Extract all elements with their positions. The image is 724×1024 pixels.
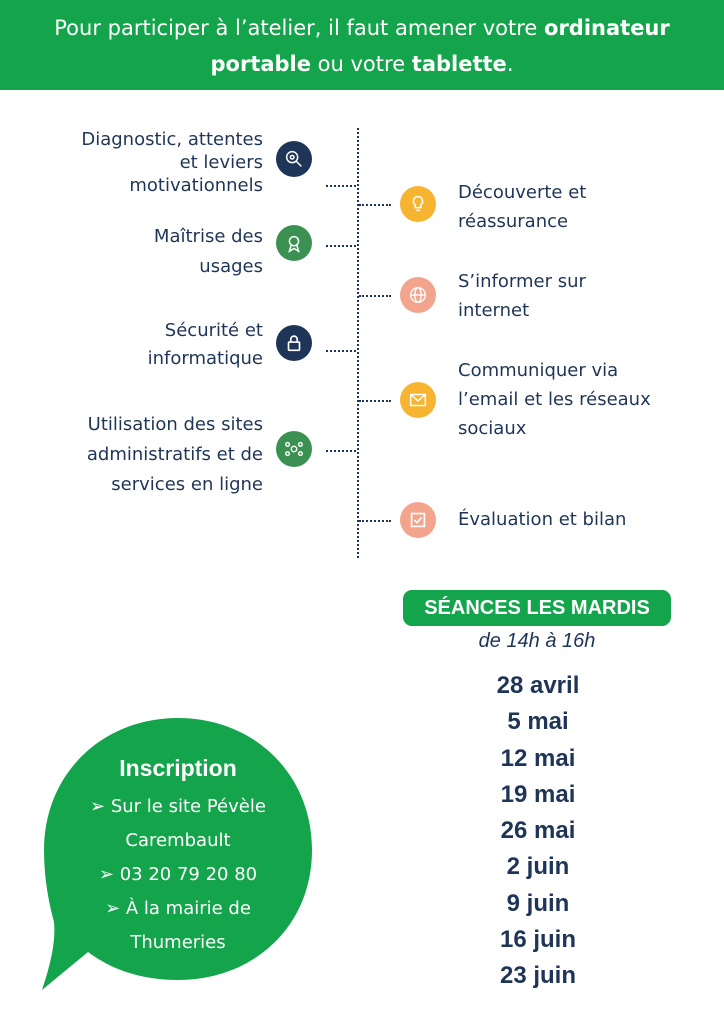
label-line: sociaux (458, 418, 527, 439)
connector (326, 185, 356, 187)
banner-bold-portable: portable (210, 52, 311, 76)
label-line: Utilisation des sites (87, 414, 263, 435)
label-line: informatique (147, 348, 263, 369)
banner-bold-tablette: tablette (411, 52, 507, 76)
label-line: l’email et les réseaux (458, 389, 651, 410)
timeline-left-label-1 (81, 128, 263, 197)
timeline-right-label-1 (458, 178, 586, 236)
inscription-line: ➢ À la mairie de (105, 898, 251, 919)
label-line: et leviers (179, 152, 263, 173)
inscription-content (42, 752, 314, 960)
timeline-right-label-3 (458, 356, 651, 443)
inscription-title: Inscription (119, 755, 237, 781)
label-line: Évaluation et bilan (458, 509, 627, 530)
globe-icon (400, 277, 436, 313)
label-line: Diagnostic, attentes (81, 129, 263, 150)
magnifier-gears-icon (276, 141, 312, 177)
network-people-icon (276, 431, 312, 467)
label-line: motivationnels (129, 175, 263, 196)
envelope-icon (400, 382, 436, 418)
timeline-right-label-4 (458, 505, 626, 534)
banner-bold-ordinateur: ordinateur (544, 16, 670, 40)
connector (359, 295, 391, 297)
label-line: Sécurité et (164, 320, 263, 341)
label-line: Communiquer via (458, 360, 619, 381)
header-banner (0, 0, 724, 90)
timeline-left-label-4 (87, 410, 263, 500)
timeline-left-label-3 (148, 317, 263, 373)
seances-title: SÉANCES LES MARDIS (403, 590, 671, 626)
timeline-axis (357, 128, 359, 558)
date-item: 9 juin (506, 889, 570, 917)
banner-text: ou votre (311, 52, 412, 76)
seances-time: de 14h à 16h (478, 630, 596, 652)
label-line: Maîtrise des (153, 226, 263, 247)
banner-text: Pour participer à l’atelier, il faut amener votre (54, 16, 545, 40)
connector (326, 450, 356, 452)
lightbulb-icon (400, 186, 436, 222)
connector (359, 204, 391, 206)
label-line: internet (458, 300, 530, 321)
timeline-right-label-2 (458, 267, 586, 325)
date-item: 19 mai (500, 780, 576, 808)
connector (359, 400, 391, 402)
padlock-icon (276, 325, 312, 361)
date-item: 2 juin (506, 853, 570, 881)
label-line: administratifs et de (86, 444, 263, 465)
inscription-line: Carembault (125, 830, 231, 851)
banner-text: . (506, 52, 514, 76)
label-line: réassurance (458, 211, 569, 232)
connector (326, 350, 356, 352)
inscription-bubble (42, 716, 314, 992)
connector (359, 520, 391, 522)
date-item: 23 juin (499, 962, 577, 990)
inscription-line: ➢ Sur le site Pévèle (90, 796, 266, 817)
banner-line-2 (0, 46, 724, 82)
seances-dates-list (440, 668, 636, 995)
banner-line-1 (0, 10, 724, 46)
checkbox-icon (400, 502, 436, 538)
timeline-left-label-2 (154, 222, 263, 282)
date-item: 16 juin (499, 926, 577, 954)
connector (326, 245, 356, 247)
inscription-line: Thumeries (130, 932, 226, 953)
label-line: usages (199, 256, 263, 277)
date-item: 26 mai (500, 817, 576, 845)
date-item: 28 avril (496, 672, 580, 699)
date-item: 5 mai (507, 708, 569, 736)
label-line: Découverte et (458, 182, 587, 203)
date-item: 12 mai (500, 744, 576, 772)
award-medal-icon (276, 225, 312, 261)
inscription-phone: ➢ 03 20 79 20 80 (98, 864, 258, 885)
label-line: S’informer sur (458, 271, 586, 292)
label-line: services en ligne (111, 474, 263, 495)
